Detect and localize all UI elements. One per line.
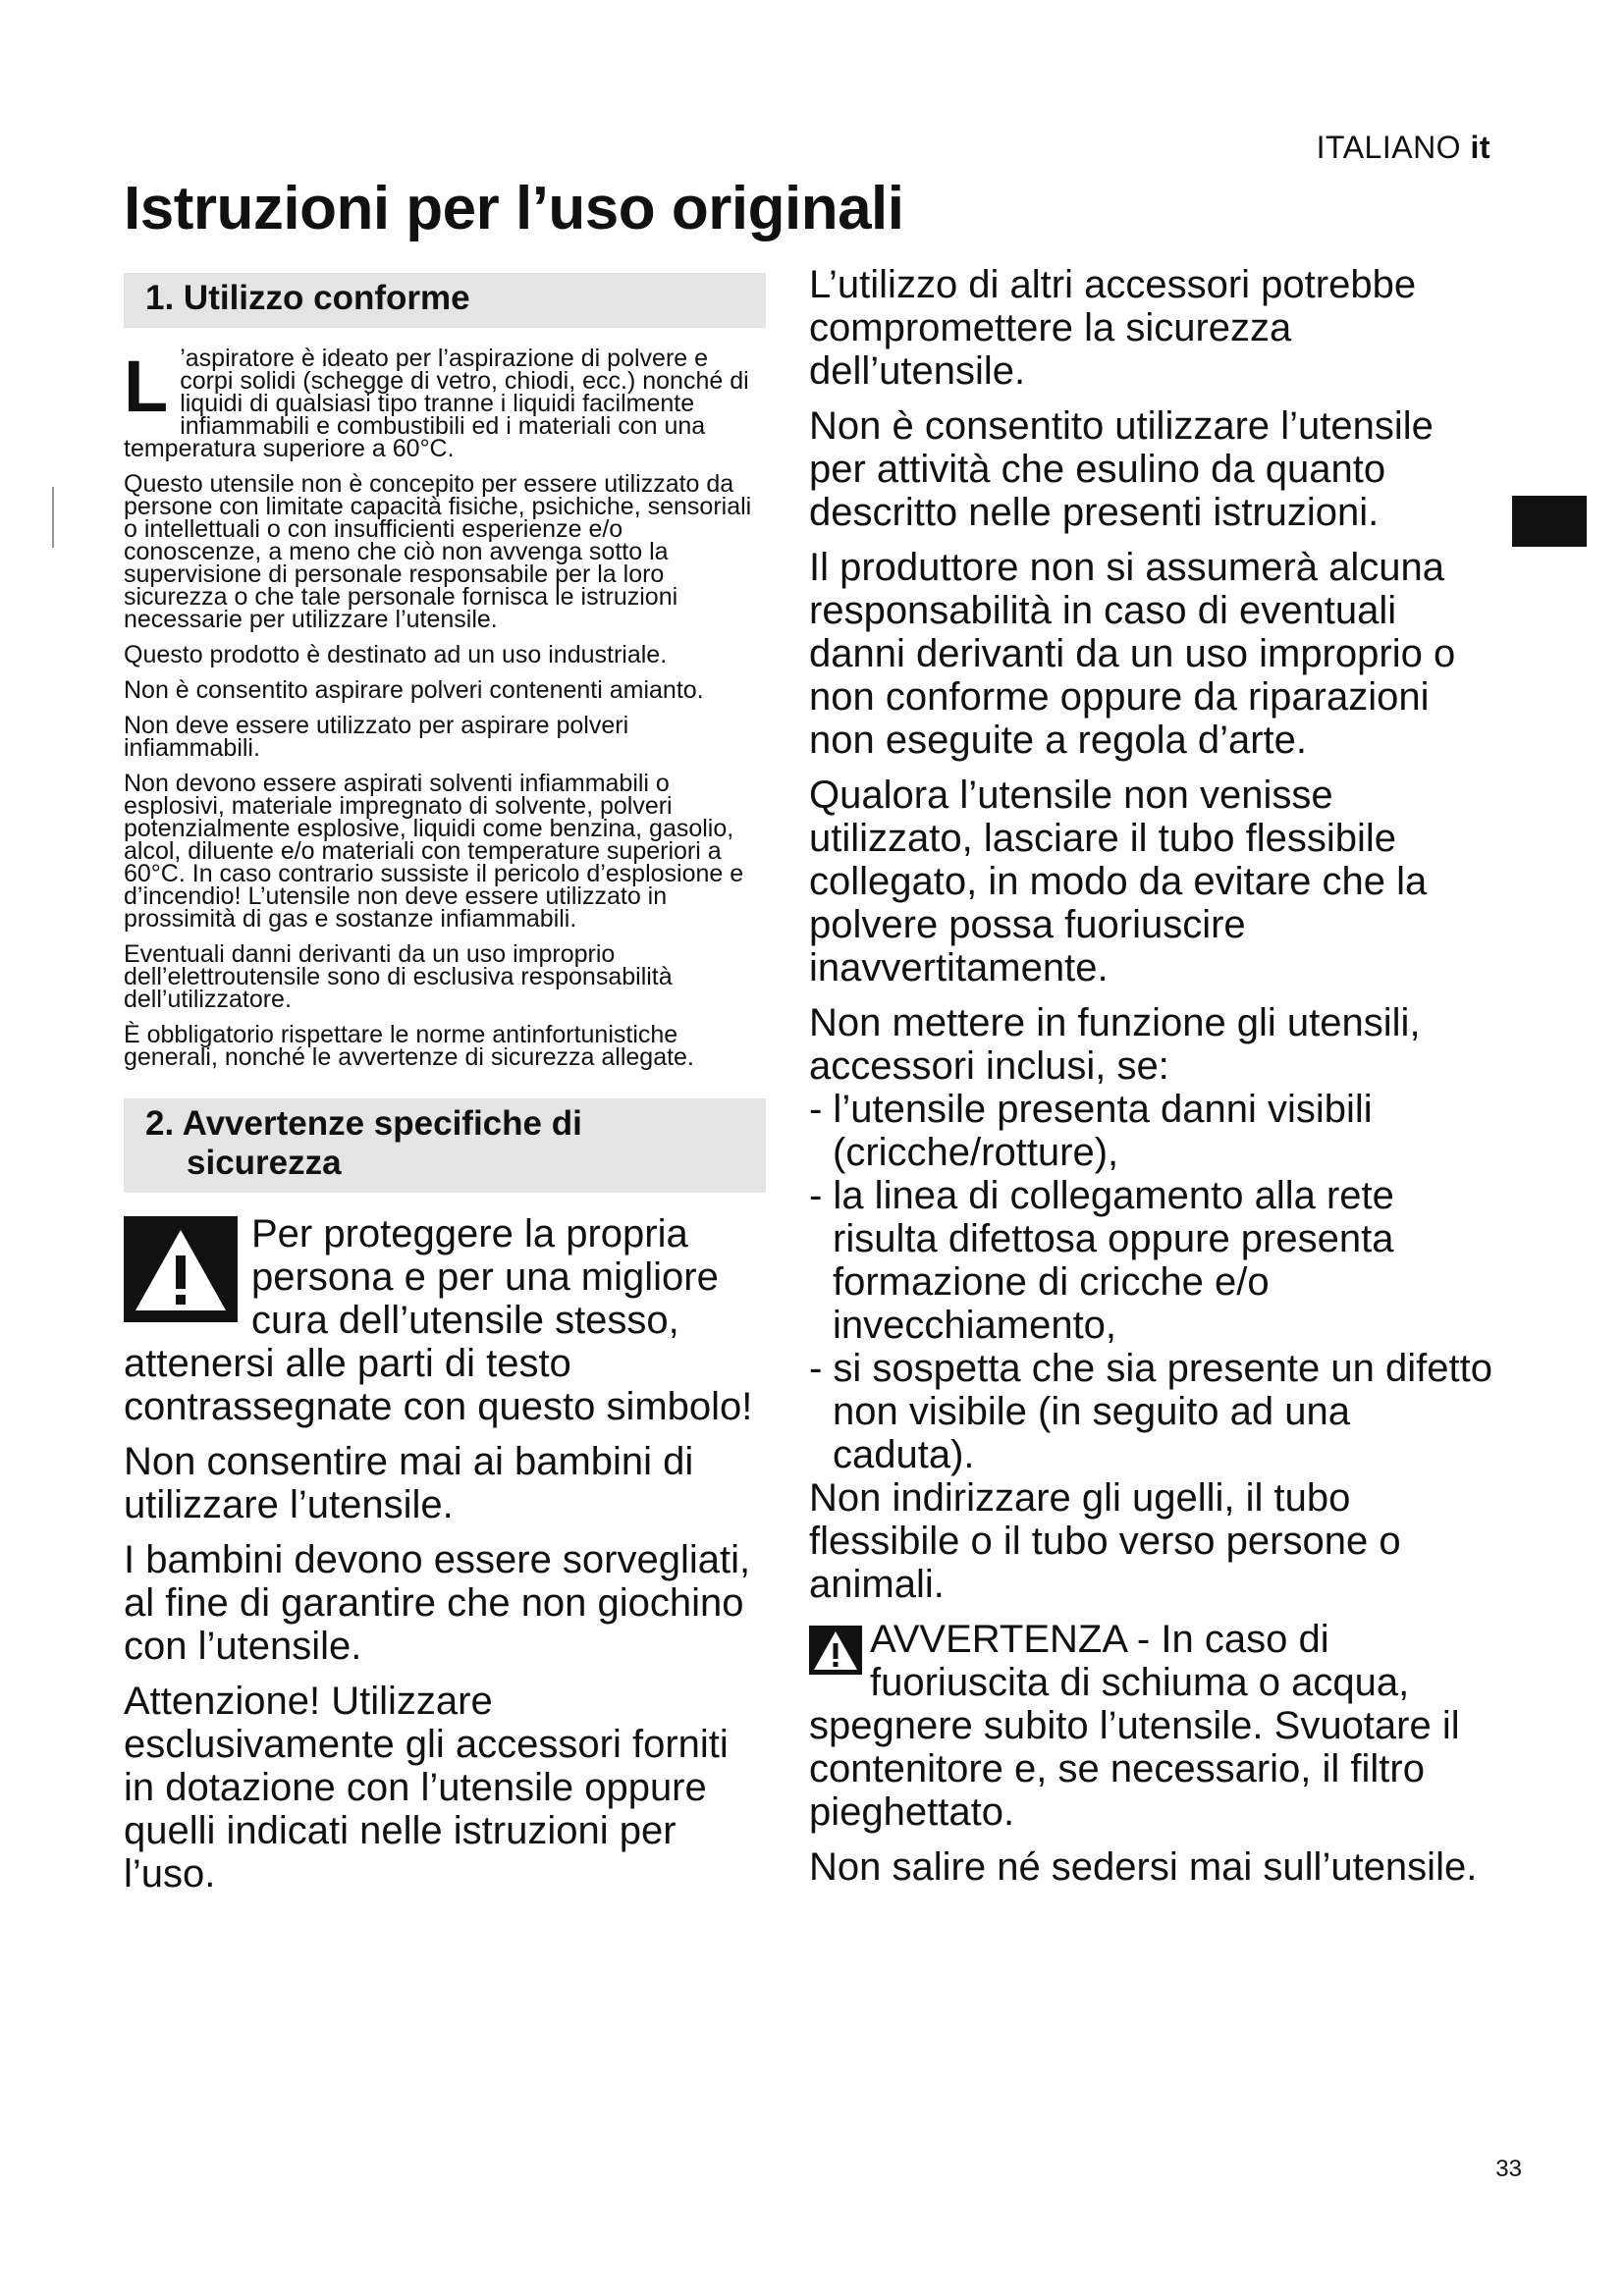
warning-triangle-icon (124, 1216, 238, 1322)
language-label (1317, 130, 1490, 166)
list-item: - si sospetta che sia presente un difetto non visibile (in seguito ad una caduta). (809, 1347, 1492, 1476)
section-2-heading-line2: sicurezza (187, 1144, 342, 1182)
section-1-heading-text: 1. Utilizzo conforme (145, 279, 470, 317)
right-p5: Non mettere in funzione gli utensili, accessori inclusi, se: (809, 1001, 1421, 1088)
right-p4: Qualora l’utensile non venisse utilizzato, lasciare il tubo flessibile collegato, in modo da evitare che la polvere possa fuoriuscire inavvertitamente. (809, 774, 1428, 989)
right-p2: Non è consentito utilizzare l’utensile per attività che esulino da quanto descritto nelle presenti istruzioni. (809, 404, 1434, 534)
right-p7: Non salire né sedersi mai sull’utensile. (809, 1845, 1478, 1889)
left-column (124, 273, 766, 1907)
warning-text: AVVERTENZA - In caso di fuoriuscita di schiuma o acqua, spegnere subito l’utensile. Svuotare il contenitore e, se necessario, il filtro pieghettato. (809, 1618, 1460, 1834)
warning-intro-paragraph (124, 1212, 766, 1428)
section-1-p3: Questo prodotto è destinato ad un uso industriale. (124, 641, 668, 668)
drop-cap: L (124, 346, 169, 427)
warning-intro-text: Per proteggere la propria persona e per una migliore cura dell’utensile stesso, attenersi alle parti di testo contrassegnate con questo simbolo! (124, 1212, 753, 1428)
section-1-p4: Non è consentito aspirare polveri contenenti amianto. (124, 676, 704, 704)
section-2-p1: Non consentire mai ai bambini di utilizzare l’utensile. (124, 1440, 694, 1526)
language-thumb-tab (1512, 496, 1587, 547)
section-1-intro (124, 347, 766, 460)
section-1-p7: Eventuali danni derivanti da un uso improprio dell’elettroutensile sono di esclusiva responsabilità dell’utilizzatore. (124, 940, 673, 1013)
section-2-p3: Attenzione! Utilizzare esclusivamente gli accessori forniti in dotazione con l’utensile oppure quelli indicati nelle istruzioni per l’uso. (124, 1680, 729, 1896)
section-1-p6: Non devono essere aspirati solventi infiammabili o esplosivi, materiale impregnato di solvente, polveri potenzialmente esplosive, liquidi come benzina, gasolio, alcol, diluente e/o materiali con temperature superiori a 60°C. In caso contrario sussiste il pericolo d’esplosione e d’incendio! L’utensile non deve essere utilizzato in prossimità di gas e sostanze infiammabili. (124, 770, 744, 933)
section-1-p1: ’aspiratore è ideato per l’aspirazione di polvere e corpi solidi (schegge di vetro, chiodi, ecc.) nonché di liquidi di qualsiasi tipo tranne i liquidi facilmente infiammabili e combustibili ed i materiali con una temperatura superiore a 60°C. (124, 345, 749, 462)
section-1-p5: Non deve essere utilizzato per aspirare polveri infiammabili. (124, 712, 629, 762)
warning-triangle-icon (809, 1626, 862, 1675)
section-2-p2: I bambini devono essere sorvegliati, al fine di garantire che non giochino con l’utensile. (124, 1538, 751, 1668)
right-p3: Il produttore non si assumerà alcuna responsabilità in caso di eventuali danni derivanti da un uso improprio o non conforme oppure da riparazioni non eseguite a regola d’arte. (809, 546, 1456, 762)
section-2-heading-line1: 2. Avvertenze specifiche di (145, 1104, 582, 1143)
section-1-p2: Questo utensile non è concepito per essere utilizzato da persone con limitate capacità fisiche, psichiche, sensoriali o intellettuali o con insufficienti esperienze e/o conoscenze, a meno che ciò non avvenga sotto la supervisione di personale responsabile per la loro sicurezza o che tale personale fornisca le istruzioni necessarie per utilizzare l’utensile. (124, 470, 752, 633)
right-column (809, 263, 1496, 1900)
list-item: - l’utensile presenta danni visibili (cricche/rotture), (809, 1088, 1373, 1174)
section-2-heading (124, 1098, 766, 1193)
warning-paragraph (809, 1618, 1496, 1834)
page-title: Istruzioni per l’uso originali (124, 175, 904, 242)
right-p6: Non indirizzare gli ugelli, il tubo flessibile o il tubo verso persone o animali. (809, 1476, 1401, 1606)
section-1-heading (124, 273, 766, 328)
language-name: ITALIANO (1316, 130, 1462, 165)
page-number: 33 (1495, 2156, 1522, 2182)
margin-rule (52, 487, 54, 548)
list-item: - la linea di collegamento alla rete risulta difettosa oppure presenta formazione di cricche e/o invecchiamento, (809, 1174, 1394, 1347)
section-1-p8: È obbligatorio rispettare le norme antinfortunistiche generali, nonché le avvertenze di sicurezza allegate. (124, 1021, 694, 1071)
language-code: it (1470, 130, 1490, 165)
condition-list (809, 1088, 1496, 1476)
right-p1: L’utilizzo di altri accessori potrebbe compromettere la sicurezza dell’utensile. (809, 263, 1417, 393)
